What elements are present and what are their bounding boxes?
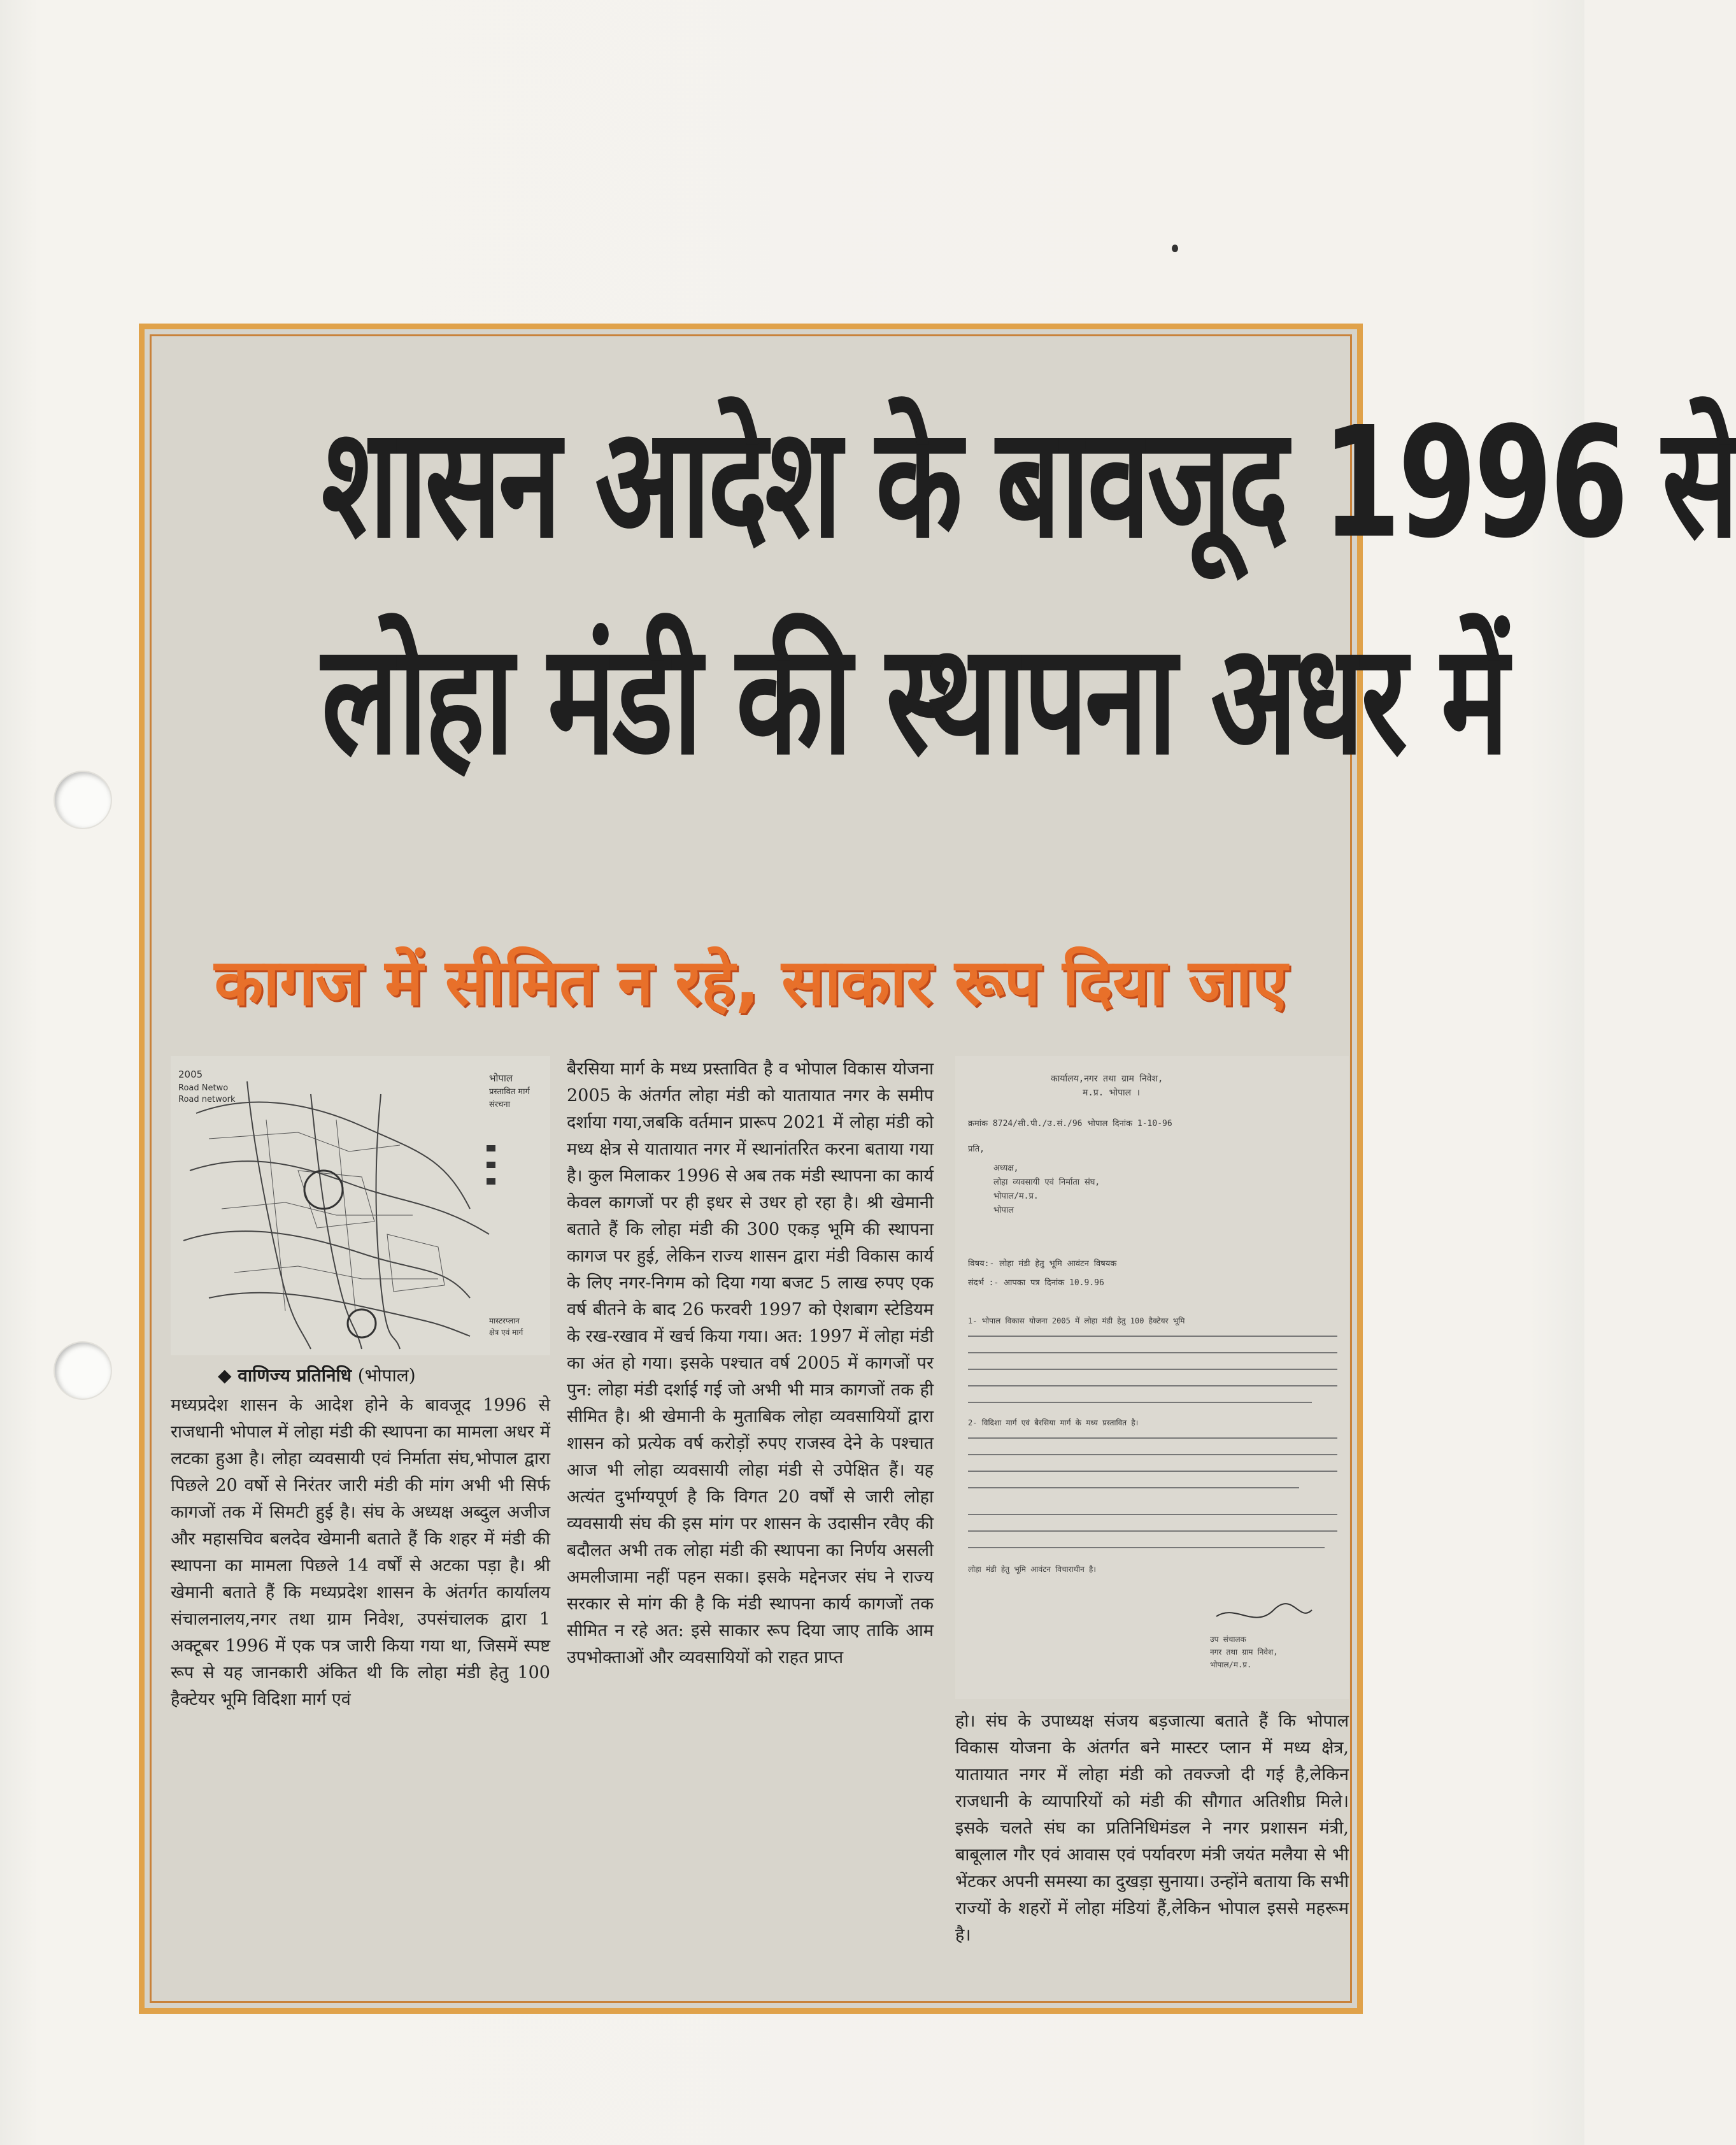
map-label-network-2: Road network xyxy=(178,1095,236,1104)
letter-sign-1: उप संचालक xyxy=(1210,1635,1246,1644)
road-network-map xyxy=(171,1056,550,1355)
newspaper-clipping xyxy=(139,324,1736,2014)
punch-hole-bottom xyxy=(55,1343,111,1399)
letter-addr-4: भोपाल xyxy=(993,1206,1014,1215)
letter-item-1: 1- भोपाल विकास योजना 2005 में लोहा मंडी हेतु 100 हैक्टेयर भूमि xyxy=(968,1316,1185,1325)
column-3-text: हो। संघ के उपाध्यक्ष संजय बड़जात्या बताते हैं कि भोपाल विकास योजना के अंतर्गत बने मास्टर प्लान में मध्य क्षेत्र, यातायात नगर में लोहा मंडी को तवज्जो दी गई है,लेकिन राजधानी के व्यापारियों को मंडी की सौगात अतिशीघ्र मिले। इसके चलते संघ का प्रतिनिधिमंडल ने नगर प्रशासन मंत्री, बाबूलाल गौर एवं आवास एवं पर्यावरण मंत्री जयंत मलैया से भी भेंटकर अपनी समस्या का दुखड़ा सुनाया। उन्होंने बताया कि सभी राज्यों के शहरों में लोहा मंडियां हैं,लेकिन भोपाल इससे महरूम है। xyxy=(955,1711,1349,1945)
letter-to: प्रति, xyxy=(968,1144,985,1154)
map-label-proposed: प्रस्तावित मार्ग xyxy=(489,1087,530,1097)
subheadline: कागज में सीमित न रहे, साकार रूप दिया जाए xyxy=(214,945,1288,1020)
map-label-area: क्षेत्र एवं मार्ग xyxy=(489,1328,523,1337)
article-column-2 xyxy=(567,1056,934,1671)
clipping-inner-frame xyxy=(150,334,1736,2003)
map-label-network-1: Road Netwo xyxy=(178,1083,229,1093)
letter-subject: विषय:- लोहा मंडी हेतु भूमि आवंटन विषयक xyxy=(968,1259,1117,1269)
map-figure xyxy=(171,1056,550,1355)
letter-sign-2: नगर तथा ग्राम निवेश, xyxy=(1210,1648,1278,1657)
headline-line-1: शासन आदेश के बावजूद 1996 से xyxy=(321,394,1736,572)
column-2-text: बैरसिया मार्ग के मध्य प्रस्तावित है व भोपाल विकास योजना 2005 के अंतर्गत लोहा मंडी को यातायात नगर के समीप दर्शाया गया,जबकि वर्तमान प्रारूप 2021 में लोहा मंडी को मध्य क्षेत्र से यातायात नगर में स्थानांतरित करना बताया गया है। कुल मिलाकर 1996 से अब तक मंडी स्थापना का कार्य केवल कागजों पर ही इधर से उधर हो रहा है। श्री खेमानी बताते हैं कि लोहा मंडी की 300 एकड़ भूमि की स्थापना कागज पर हुई, लेकिन राज्य शासन द्वारा मंडी विकास कार्य के लिए नगर-निगम को दिया गया बजट 5 लाख रुपए एक वर्ष बीतने के बाद 26 फरवरी 1997 को ऐशबाग स्टेडियम के रख-रखाव में खर्च किया गया। अत: 1997 में लोहा मंडी का अंत हो गया। इसके पश्चात वर्ष 2005 में कागजों पर पुन: लोहा मंडी दर्शाई गई जो अभी भी मात्र कागजों तक ही सीमित है। श्री खेमानी के मुताबिक लोहा व्यवसायियों द्वारा शासन को प्रत्येक वर्ष करोड़ों रुपए राजस्व देने के पश्चात आज भी लोहा व्यवसायी लोहा मंडी से उपेक्षित हैं। यह अत्यंत दुर्भाग्यपूर्ण है कि विगत 20 वर्षों से जारी लोहा व्यवसायी संघ की इस मांग पर शासन के उदासीन रवैए की बदौलत अभी तक लोहा मंडी की स्थापना का निर्णय असली अमलीजामा नहीं पहन सका। इसके मद्देनजर संघ ने राज्य सरकार से मांग की है कि मंडी स्थापना कार्य कागजों तक सीमित न रहे अत: इसे साकार रूप दिया जाए ताकि आम उपभोक्ताओं और व्यवसायियों को राहत प्राप्त xyxy=(567,1059,934,1667)
letter-sign-3: भोपाल/म.प्र. xyxy=(1210,1660,1252,1669)
article-column-3 xyxy=(955,1056,1349,1949)
letter-addr-1: अध्यक्ष, xyxy=(993,1164,1019,1173)
letter-header-1: कार्यालय,नगर तथा ग्राम निवेश, xyxy=(1051,1074,1163,1084)
map-label-city: भोपाल xyxy=(489,1072,513,1084)
dust-speck xyxy=(1172,245,1178,252)
letter-header-2: म.प्र. भोपाल । xyxy=(1083,1088,1140,1098)
byline xyxy=(218,1363,550,1388)
byline-bullet-icon: ◆ xyxy=(218,1365,238,1386)
letter-item-2: 2- विदिशा मार्ग एवं बैरसिया मार्ग के मध्य प्रस्तावित है। xyxy=(968,1418,1139,1427)
byline-place: (भोपाल) xyxy=(357,1365,416,1386)
map-label-masterplan: मास्टरप्लान xyxy=(489,1316,520,1325)
map-label-structure: संरचना xyxy=(489,1100,510,1109)
letter-reference: संदर्भ :- आपका पत्र दिनांक 10.9.96 xyxy=(968,1278,1104,1288)
map-label-year: 2005 xyxy=(178,1069,203,1080)
byline-name: वाणिज्य प्रतिनिधि xyxy=(238,1365,352,1386)
article-column-1 xyxy=(171,1056,550,1713)
headline-line-2: लोहा मंडी की स्थापना अधर में xyxy=(321,610,1506,788)
map-legend-icon xyxy=(487,1145,495,1185)
letter-figure xyxy=(955,1056,1349,1699)
letter-ref-line: क्रमांक 8724/सी.पी./उ.सं./96 भोपाल दिनांक 1-10-96 xyxy=(968,1119,1172,1129)
punch-hole-top xyxy=(55,772,111,828)
government-letter-image xyxy=(955,1056,1349,1699)
letter-addr-2: लोहा व्यवसायी एवं निर्माता संघ, xyxy=(993,1178,1100,1187)
letter-addr-3: भोपाल/म.प्र. xyxy=(993,1192,1039,1201)
letter-closing: लोहा मंडी हेतु भूमि आवंटन विचाराधीन है। xyxy=(968,1565,1096,1574)
headline xyxy=(321,374,1736,808)
column-1-text: मध्यप्रदेश शासन के आदेश होने के बावजूद 1996 से राजधानी भोपाल में लोहा मंडी की स्थापना का मामला अधर में लटका हुआ है। लोहा व्यवसायी एवं निर्माता संघ,भोपाल द्वारा पिछले 20 वर्षो से निरंतर जारी मंडी की मांग अभी भी सिर्फ कागजों तक में सिमटी हुई है। संघ के अध्यक्ष अब्दुल अजीज और महासचिव बलदेव खेमानी बताते हैं कि शहर में मंडी की स्थापना का मामला पिछले 14 वर्षों से अटका पड़ा है। श्री खेमानी बताते हैं कि मध्यप्रदेश शासन के अंतर्गत कार्यालय संचालनालय,नगर तथा ग्राम निवेश, उपसंचालक द्वारा 1 अक्टूबर 1996 में एक पत्र जारी किया गया था, जिसमें स्पष्ट रूप से यह जानकारी अंकित थी कि लोहा मंडी हेतु 100 हैक्टेयर भूमि विदिशा मार्ग एवं xyxy=(171,1395,550,1709)
